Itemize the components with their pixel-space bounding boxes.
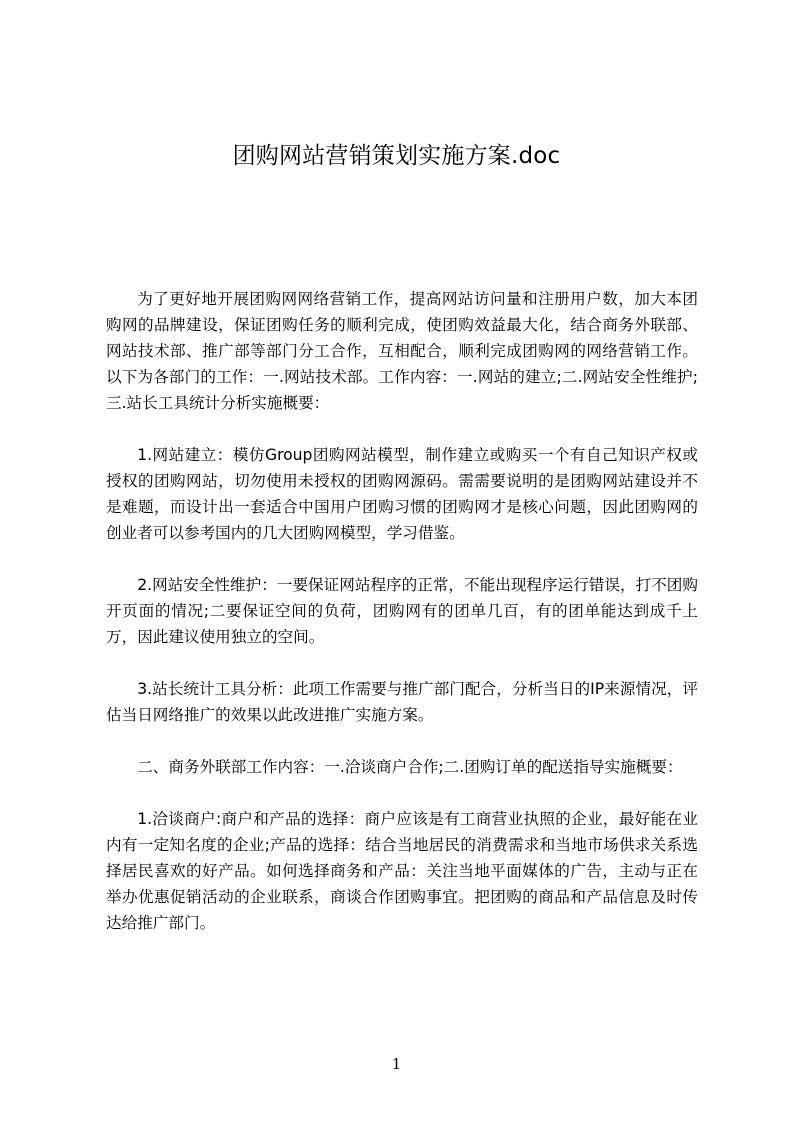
paragraph-business-dept: 二、商务外联部工作内容：一.洽谈商户合作;二.团购订单的配送指导实施概要：: [137, 758, 683, 776]
document-title: 团购网站营销策划实施方案.doc: [232, 143, 561, 169]
paragraph-website-build: 1.网站建立：模仿Group团购网站模型，制作建立或购买一个有自己知识产权或授权的团购网站，切勿使用未授权的团购网源码。需需要说明的是团购网站建设并不是难题，而设计出一套适合中国用户团购习惯的团购网才是核心问题，因此团购网的创业者可以参考国内的几大团购网模型，学习借鉴。: [106, 446, 698, 542]
page-number: 1: [391, 1055, 402, 1073]
paragraph-intro: 为了更好地开展团购网网络营销工作，提高网站访问量和注册用户数，加大本团购网的品牌建设，保证团购任务的顺利完成，使团购效益最大化，结合商务外联部、网站技术部、推广部等部门分工合作，互相配合，顺利完成团购网的网络营销工作。以下为各部门的工作：一.网站技术部。工作内容：一.网站的建立;二.网站安全性维护;三.站长工具统计分析实施概要：: [106, 290, 698, 412]
paragraph-stats-analysis: 3.站长统计工具分析：此项工作需要与推广部门配合，分析当日的IP来源情况，评估当日网络推广的效果以此改进推广实施方案。: [106, 680, 698, 724]
paragraph-website-security: 2.网站安全性维护：一要保证网站程序的正常，不能出现程序运行错误，打不团购开页面的情况;二要保证空间的负荷，团购网有的团单几百，有的团单能达到成千上万，因此建议使用独立的空间。: [106, 576, 698, 646]
paragraph-merchant-negotiation: 1.洽谈商户:商户和产品的选择：商户应该是有工商营业执照的企业，最好能在业内有一定知名度的企业;产品的选择：结合当地居民的消费需求和当地市场供求关系选择居民喜欢的好产品。如何选择商务和产品：关注当地平面媒体的广告，主动与正在举办优惠促销活动的企业联系，商谈合作团购事宜。把团购的商品和产品信息及时传达给推广部门。: [106, 810, 698, 932]
document-body: [106, 286, 698, 936]
